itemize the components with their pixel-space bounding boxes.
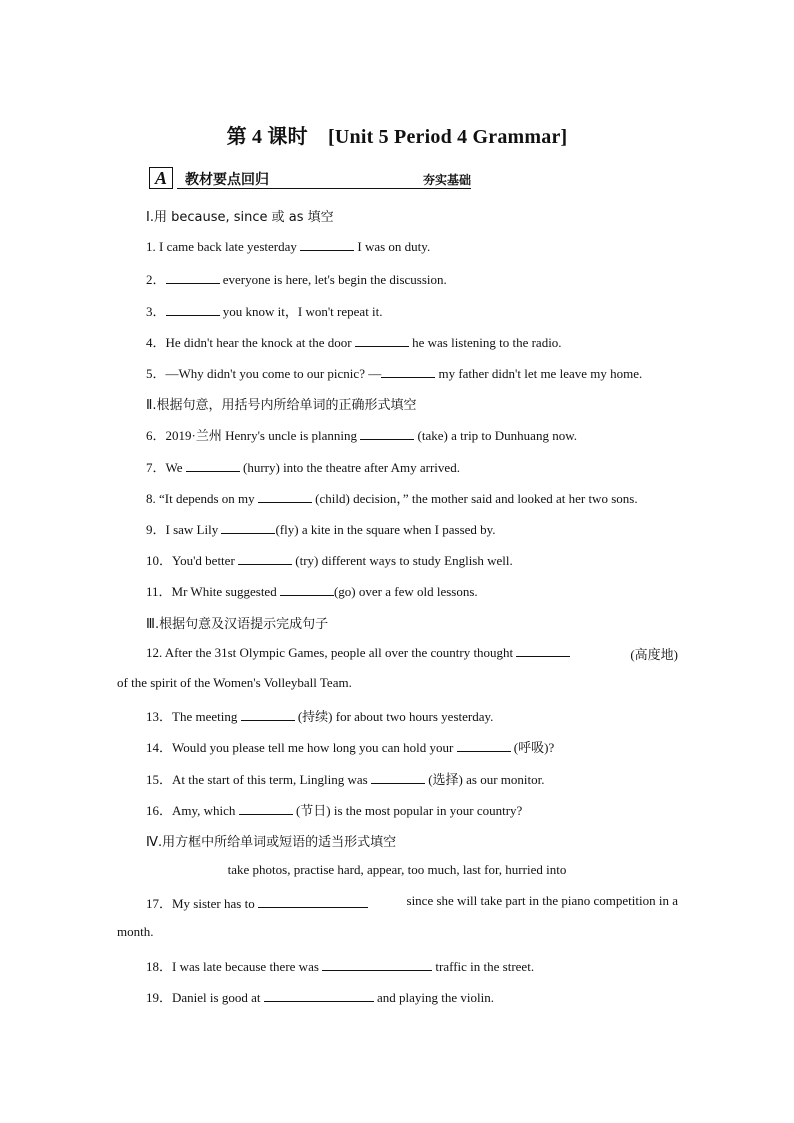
question-text: 9．I saw Lily [146, 522, 222, 537]
question-14 [146, 737, 554, 756]
answer-blank[interactable] [322, 958, 432, 971]
question-10 [146, 550, 513, 569]
answer-blank[interactable] [239, 802, 293, 815]
question-17-continued: month. [117, 924, 154, 939]
answer-blank[interactable] [186, 459, 240, 472]
question-12 [146, 644, 678, 663]
question-text: 14．Would you please tell me how long you can hold your [146, 740, 457, 755]
question-text: my father didn't let me leave my home. [435, 366, 643, 381]
question-text: (hurry) into the theatre after Amy arrived. [239, 460, 460, 475]
answer-blank[interactable] [371, 771, 425, 784]
banner-rule [177, 188, 471, 189]
answer-blank[interactable] [381, 365, 435, 378]
word-box: take photos, practise hard, appear, too much, last for, hurried into [227, 862, 567, 877]
question-16 [146, 800, 522, 819]
answer-blank[interactable] [360, 427, 414, 440]
answer-blank[interactable] [241, 708, 295, 721]
question-text: 3． [146, 304, 166, 319]
question-17 [146, 893, 678, 912]
question-text: 1. I came back late yesterday [146, 239, 301, 254]
answer-blank[interactable] [238, 552, 292, 565]
question-text: (take) a trip to Dunhuang now. [414, 428, 577, 443]
question-text: I was on duty. [354, 239, 431, 254]
answer-blank[interactable] [280, 583, 334, 596]
section-badge: A [149, 167, 173, 189]
section-heading-1: Ⅰ.用 because, since 或 as 填空 [146, 210, 334, 225]
question-text: (节日) is the most popular in your country? [292, 803, 523, 818]
question-15 [146, 769, 544, 788]
question-18 [146, 956, 534, 975]
answer-blank[interactable] [166, 271, 220, 284]
question-4 [146, 332, 562, 351]
question-7 [146, 457, 460, 476]
question-8 [146, 488, 638, 507]
question-text: (选择) as our monitor. [424, 772, 545, 787]
question-text: since she will take part in the piano competition in a [406, 893, 678, 908]
question-text: (go) over a few old lessons. [333, 584, 478, 599]
question-text: (呼吸)? [510, 740, 555, 755]
answer-blank[interactable] [221, 521, 275, 534]
answer-blank[interactable] [258, 490, 312, 503]
question-11 [146, 581, 478, 600]
answer-blank[interactable] [516, 644, 570, 657]
question-6 [146, 425, 577, 444]
question-text: everyone is here, let's begin the discussion. [219, 272, 447, 287]
section-heading-4: Ⅳ.用方框中所给单词或短语的适当形式填空 [146, 835, 397, 850]
question-text: 7．We [146, 460, 186, 475]
question-text: 4．He didn't hear the knock at the door [146, 335, 355, 350]
question-12-continued: of the spirit of the Women's Volleyball Team. [117, 675, 352, 690]
question-1 [146, 238, 430, 255]
question-text: 8. “It depends on my [146, 491, 258, 506]
question-19 [146, 987, 494, 1006]
question-text: (fly) a kite in the square when I passed by. [275, 522, 496, 537]
question-text: he was listening to the radio. [408, 335, 562, 350]
question-text: 13．The meeting [146, 709, 241, 724]
section-tag: 夯实基础 [422, 173, 471, 187]
question-text: 2． [146, 272, 166, 287]
question-text: 10．You'd better [146, 553, 239, 568]
question-13 [146, 706, 493, 725]
section-heading-2: Ⅱ.根据句意，用括号内所给单词的正确形式填空 [146, 398, 417, 413]
question-3 [146, 301, 383, 320]
answer-blank[interactable] [264, 989, 374, 1002]
question-text: 19．Daniel is good at [146, 990, 264, 1005]
answer-blank[interactable] [166, 303, 220, 316]
question-5 [146, 363, 642, 382]
question-text: 11．Mr White suggested [146, 584, 280, 599]
question-text: (持续) for about two hours yesterday. [294, 709, 494, 724]
answer-blank[interactable] [457, 739, 511, 752]
answer-blank[interactable] [355, 334, 409, 347]
question-text: (try) different ways to study English well. [292, 553, 513, 568]
question-text: 18．I was late because there was [146, 959, 323, 974]
question-text: traffic in the street. [432, 959, 535, 974]
question-text: you know it，I won't repeat it. [219, 304, 383, 319]
question-text: 15．At the start of this term, Lingling was [146, 772, 371, 787]
question-2 [146, 269, 447, 288]
question-text: 17．My sister has to [146, 896, 258, 911]
question-text: (child) decision，” the mother said and looked at her two sons. [311, 491, 638, 506]
section-title: 教材要点回归 [185, 172, 269, 188]
question-hint: (高度地) [630, 647, 678, 662]
page-title: 第 4 课时 [Unit 5 Period 4 Grammar] [226, 126, 568, 148]
question-text: and playing the violin. [373, 990, 494, 1005]
section-banner [149, 167, 471, 191]
question-9 [146, 519, 496, 538]
question-text: 5．—Why didn't you come to our picnic? — [146, 366, 382, 381]
answer-blank[interactable] [300, 238, 354, 251]
question-text: 12. After the 31st Olympic Games, people all over the country thought [146, 645, 517, 660]
answer-blank[interactable] [258, 895, 368, 908]
section-heading-3: Ⅲ.根据句意及汉语提示完成句子 [146, 617, 329, 632]
question-text: 16．Amy, which [146, 803, 239, 818]
question-text: 6．2019·兰州 Henry's uncle is planning [146, 428, 361, 443]
